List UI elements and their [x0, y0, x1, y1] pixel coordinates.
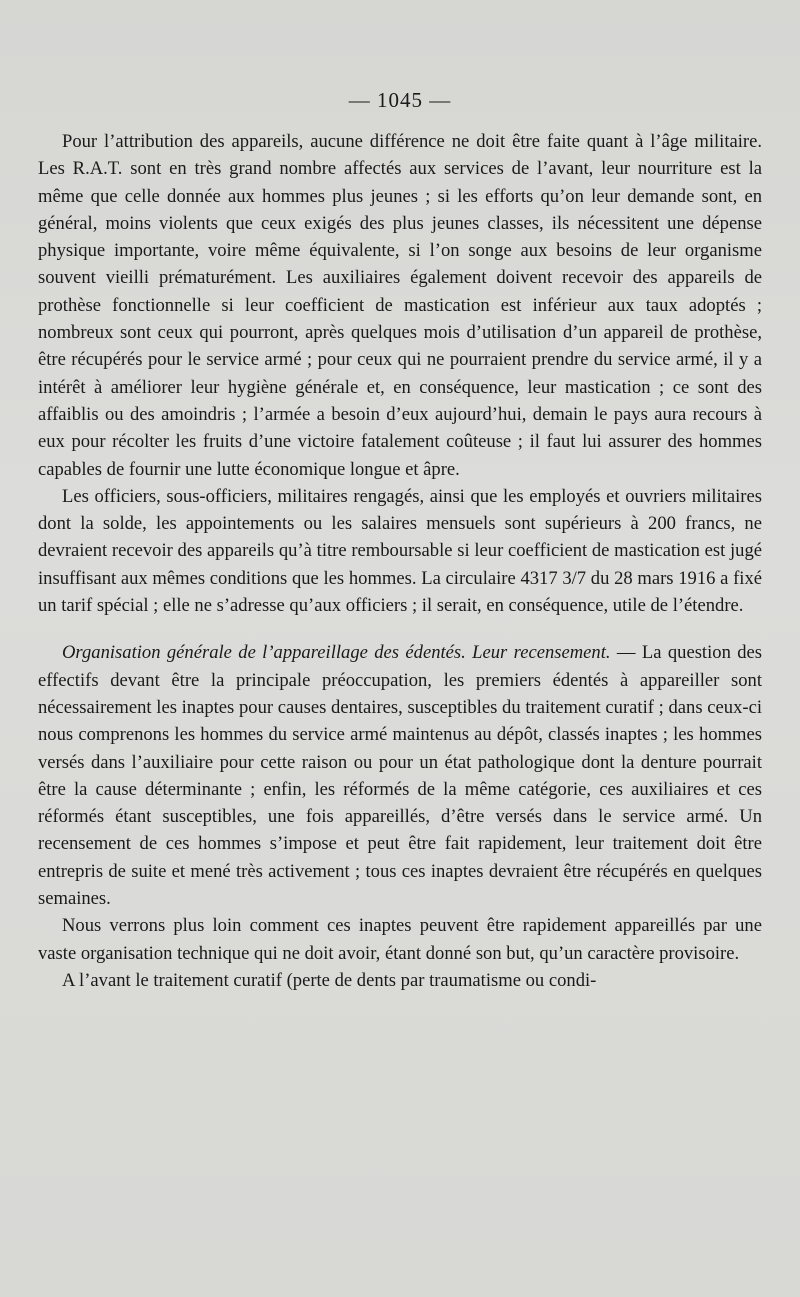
body-text — [38, 128, 762, 994]
paragraph-officers: Les officiers, sous-officiers, militaires rengagés, ainsi que les employés et ouvriers militaires dont la solde, les appointements ou les salaires mensuels sont supérieurs à 200 francs, ne devraient recevoir des appareils qu’à titre remboursable si leur coefficient de mastication est jugé insuffisant aux mêmes conditions que les hommes. La circulaire 4317 3/7 du 28 mars 1916 a fixé un tarif spécial ; elle ne s’adresse qu’aux officiers ; il serait, en conséquence, utile de l’étendre. — [38, 485, 762, 617]
paragraph-organisation: Nous verrons plus loin comment ces inaptes peuvent être rapidement appareillés par une vaste organisation technique qui ne doit avoir, étant donné son but, qu’un caractère provisoire. — [38, 915, 762, 964]
page-number: — 1045 — — [348, 88, 452, 112]
paragraph-allocation: Pour l’attribution des appareils, aucune différence ne doit être faite quant à l’âge militaire. Les R.A.T. sont en très grand nombre affectés aux services de l’avant, leur nourriture est la même que celle donnée aux hommes plus jeunes ; si les efforts qu’on leur demande sont, en général, moins violents que ceux exigés des plus jeunes classes, ils nécessitent une dépense physique importante, voire même équivalente, si l’on songe aux besoins de leur organisme souvent vieilli prématurément. Les auxiliaires également doivent recevoir des appareils de prothèse fonctionnelle si leur coefficient de mastication est inférieur aux taux adoptés ; nombreux sont ceux qui pourront, après quelques mois d’utilisation d’un appareil de prothèse, être récupérés pour le service armé ; pour ceux qui ne pourraient prendre du service armé, il y a intérêt à améliorer leur hygiène générale et, en conséquence, leur mastication ; ce sont des affaiblis ou des amoindris ; l’armée a besoin d’eux aujourd’hui, demain le pays aura recours à eux pour récolter les fruits d’une victoire fatalement coûteuse ; il faut lui assurer des hommes capables de fournir une lutte économique longue et âpre. — [38, 131, 762, 480]
section-text: La question des effectifs devant être la principale préoccupation, les premiers édentés à appareiller sont nécessairement les inaptes pour causes dentaires, susceptibles du traitement curatif ; dans ceux-ci nous comprenons les hommes du service armé maintenus au dépôt, classés inaptes ; les hommes versés dans l’auxiliaire pour cette raison ou pour un état pathologique dont la denture pourrait être la cause déterminante ; enfin, les réformés de la même catégorie, ces auxiliaires et ces réformés étant susceptibles, une fois appareillés, d’être versés dans le service armé. Un recensement de ces hommes s’impose et peut être fait rapidement, leur traitement doit être entrepris de suite et mené très activement ; tous ces inaptes devraient être récupérés en quelques semaines. — [38, 642, 763, 910]
section-title: Organisation générale de l’appareillage des édentés. Leur recensement. — [62, 642, 611, 664]
section-dash: — — [610, 642, 642, 664]
paragraph-front: A l’avant le traitement curatif (perte de dents par traumatisme ou condi- — [62, 969, 597, 991]
section-gap — [38, 619, 762, 639]
section-paragraph — [38, 639, 762, 912]
